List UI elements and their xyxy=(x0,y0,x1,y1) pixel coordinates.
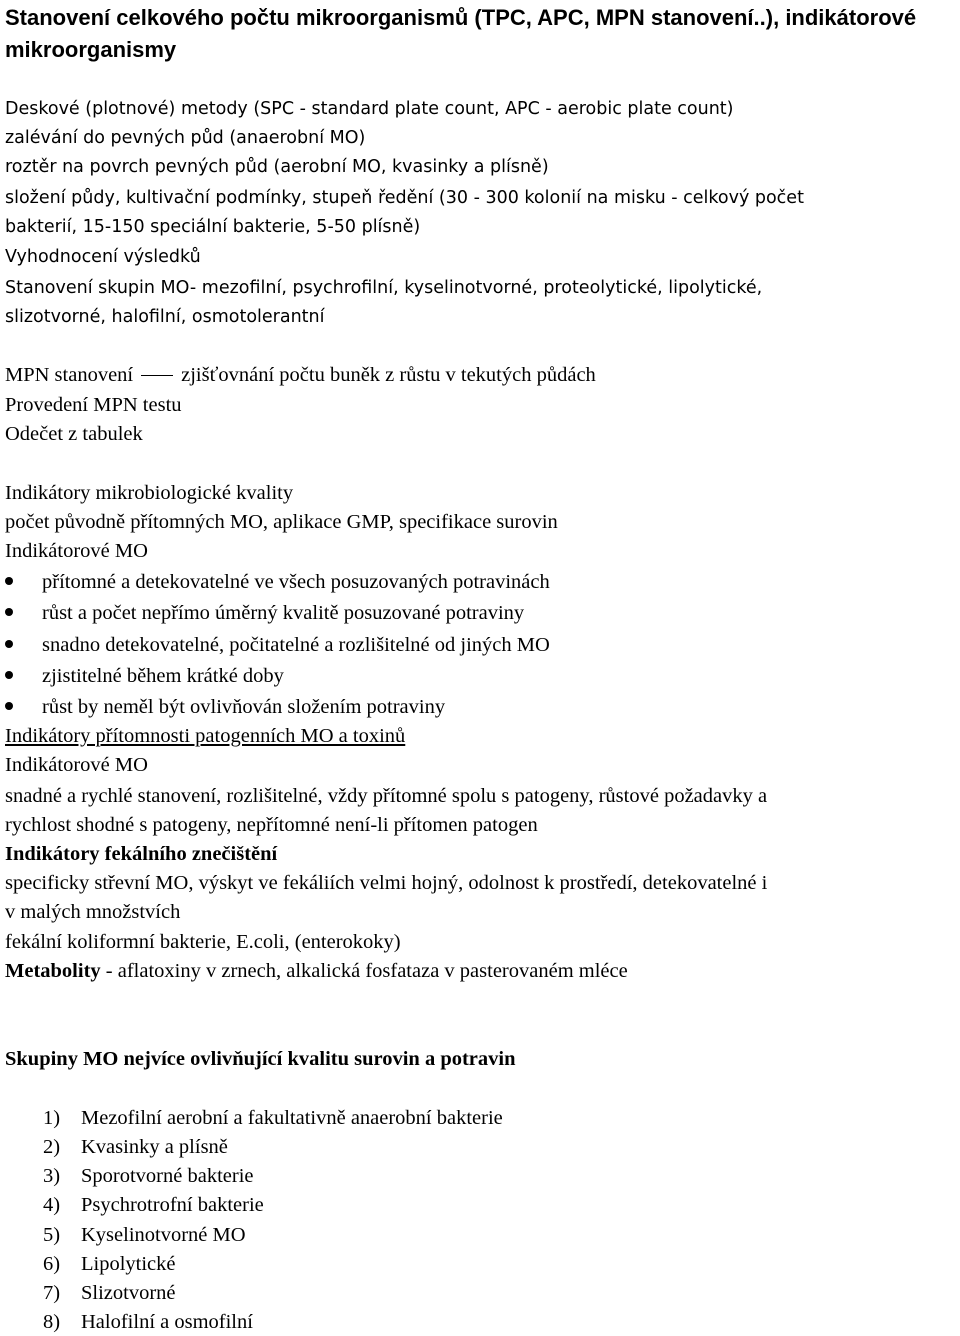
bullet-icon xyxy=(5,640,13,648)
text-line: slizotvorné, halofilní, osmotolerantní xyxy=(5,307,325,327)
list-number: 1) xyxy=(43,1107,61,1129)
section-heading: Indikátory přítomnosti patogenních MO a toxinů xyxy=(5,725,406,747)
text-line: Stanovení skupin MO- mezofilní, psychrofilní, kyselinotvorné, proteolytické, lipolytické, xyxy=(5,278,763,298)
list-item: Halofilní a osmofilní xyxy=(81,1311,253,1333)
list-number: 3) xyxy=(43,1165,61,1187)
section-subheading: Indikátorové MO xyxy=(5,754,148,776)
section-subheading: Indikátorové MO xyxy=(5,540,148,562)
section-heading: Skupiny MO nejvíce ovlivňující kvalitu surovin a potravin xyxy=(5,1048,516,1070)
list-item: snadno detekovatelné, počitatelné a rozlišitelné od jiných MO xyxy=(42,634,550,656)
text-line: zalévání do pevných půd (anaerobní MO) xyxy=(5,128,366,148)
page-title: Stanovení celkového počtu mikroorganismů (TPC, APC, MPN stanovení..), indikátorové mikroorganismy xyxy=(5,5,917,62)
bullet-icon xyxy=(5,671,13,679)
metabolity-line xyxy=(5,959,628,983)
mpn-description: zjišťovnání počtu buněk z růstu v tekutých půdách xyxy=(181,364,596,386)
list-item: růst by neměl být ovlivňován složením potraviny xyxy=(42,696,446,718)
list-item: Mezofilní aerobní a fakultativně anaerobní bakterie xyxy=(81,1107,503,1129)
mpn-line xyxy=(5,363,596,387)
bullet-icon xyxy=(5,577,13,585)
section-heading: Indikátory mikrobiologické kvality xyxy=(5,482,294,504)
list-item: Sporotvorné bakterie xyxy=(81,1165,254,1187)
list-item: Psychrotrofní bakterie xyxy=(81,1194,264,1216)
text-line: složení půdy, kultivační podmínky, stupeň ředění (30 - 300 kolonií na misku - celkový počet xyxy=(5,188,804,208)
metabolity-text: - aflatoxiny v zrnech, alkalická fosfataza v pasterovaném mléce xyxy=(100,960,628,982)
text-line: bakterií, 15-150 speciální bakterie, 5-50 plísně) xyxy=(5,217,421,237)
text-line: Odečet z tabulek xyxy=(5,423,143,445)
text-line: Deskové (plotnové) metody (SPC - standard plate count, APC - aerobic plate count) xyxy=(5,99,734,119)
text-line: rychlost shodné s patogeny, nepřítomné není-li přítomen patogen xyxy=(5,814,538,836)
list-number: 7) xyxy=(43,1282,61,1304)
list-number: 6) xyxy=(43,1253,61,1275)
mpn-label: MPN stanovení xyxy=(5,364,134,386)
list-number: 2) xyxy=(43,1136,61,1158)
list-number: 4) xyxy=(43,1194,61,1216)
bullet-icon xyxy=(5,702,13,710)
text-line: Provedení MPN testu xyxy=(5,394,182,416)
text-line: snadné a rychlé stanovení, rozlišitelné, vždy přítomné spolu s patogeny, růstové požadavky a xyxy=(5,785,768,807)
list-item: Slizotvorné xyxy=(81,1282,176,1304)
text-line: počet původně přítomných MO, aplikace GMP, specifikace surovin xyxy=(5,511,558,533)
list-item: Lipolytické xyxy=(81,1253,176,1275)
text-line: roztěr na povrch pevných půd (aerobní MO, kvasinky a plísně) xyxy=(5,157,549,177)
section-heading: Indikátory fekálního znečištění xyxy=(5,843,278,865)
list-item: růst a počet nepřímo úměrný kvalitě posuzované potraviny xyxy=(42,602,525,624)
list-item: Kvasinky a plísně xyxy=(81,1136,228,1158)
bullet-icon xyxy=(5,608,13,616)
dash-separator xyxy=(141,375,173,376)
list-item: zjistitelné během krátké doby xyxy=(42,665,284,687)
list-number: 8) xyxy=(43,1311,61,1333)
text-line: fekální koliformní bakterie, E.coli, (enterokoky) xyxy=(5,931,401,953)
text-line: Vyhodnocení výsledků xyxy=(5,247,201,267)
text-line: v malých množstvích xyxy=(5,901,181,923)
list-item: Kyselinotvorné MO xyxy=(81,1224,246,1246)
text-line: specificky střevní MO, výskyt ve fekáliích velmi hojný, odolnost k prostředí, detekovatelné i xyxy=(5,872,768,894)
metabolity-label: Metabolity xyxy=(5,960,101,982)
list-item: přítomné a detekovatelné ve všech posuzovaných potravinách xyxy=(42,571,550,593)
list-number: 5) xyxy=(43,1224,61,1246)
